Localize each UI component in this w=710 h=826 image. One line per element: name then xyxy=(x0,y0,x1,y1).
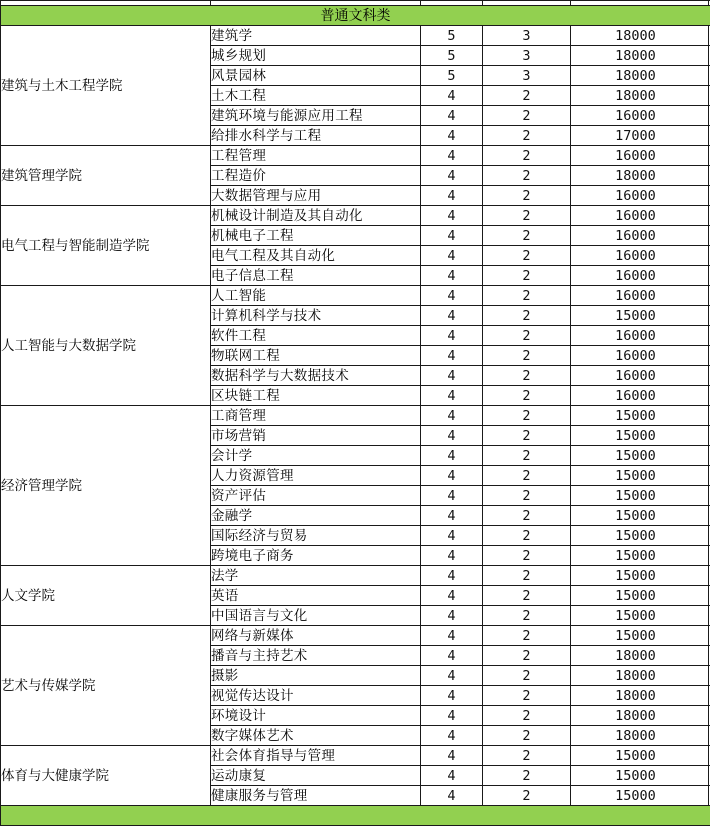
fee-cell[interactable]: 16000 xyxy=(571,386,709,406)
major-name-cell[interactable]: 电子信息工程 xyxy=(211,266,421,286)
fee-cell[interactable]: 15000 xyxy=(571,486,709,506)
years-cell[interactable]: 4 xyxy=(421,426,483,446)
credits-cell[interactable]: 2 xyxy=(483,326,571,346)
major-name-cell[interactable]: 人力资源管理 xyxy=(211,466,421,486)
fee-cell[interactable]: 18000 xyxy=(571,86,709,106)
fee-cell[interactable]: 16000 xyxy=(571,206,709,226)
table-row xyxy=(1,206,710,226)
credits-cell[interactable]: 2 xyxy=(483,126,571,146)
major-name-cell[interactable]: 健康服务与管理 xyxy=(211,786,421,806)
years-cell[interactable]: 4 xyxy=(421,86,483,106)
fee-cell[interactable]: 18000 xyxy=(571,706,709,726)
major-name-cell[interactable]: 软件工程 xyxy=(211,326,421,346)
credits-cell[interactable]: 2 xyxy=(483,306,571,326)
major-name-cell[interactable]: 跨境电子商务 xyxy=(211,546,421,566)
credits-cell[interactable]: 2 xyxy=(483,266,571,286)
major-name-cell[interactable]: 金融学 xyxy=(211,506,421,526)
college-name-cell[interactable]: 经济管理学院 xyxy=(1,406,211,566)
years-cell[interactable]: 4 xyxy=(421,786,483,806)
major-name-cell[interactable]: 网络与新媒体 xyxy=(211,626,421,646)
years-cell[interactable]: 4 xyxy=(421,506,483,526)
major-name-cell[interactable]: 社会体育指导与管理 xyxy=(211,746,421,766)
major-name-cell[interactable]: 建筑学 xyxy=(211,26,421,46)
fee-cell[interactable]: 15000 xyxy=(571,466,709,486)
years-cell[interactable]: 4 xyxy=(421,326,483,346)
major-name-cell[interactable]: 区块链工程 xyxy=(211,386,421,406)
credits-cell[interactable]: 2 xyxy=(483,246,571,266)
years-cell[interactable]: 5 xyxy=(421,66,483,86)
major-name-cell[interactable]: 摄影 xyxy=(211,666,421,686)
table-row xyxy=(1,746,710,766)
credits-cell[interactable]: 2 xyxy=(483,526,571,546)
years-cell[interactable]: 4 xyxy=(421,446,483,466)
credits-cell[interactable]: 2 xyxy=(483,386,571,406)
major-name-cell[interactable]: 环境设计 xyxy=(211,706,421,726)
credits-cell[interactable]: 2 xyxy=(483,546,571,566)
credits-cell[interactable]: 2 xyxy=(483,206,571,226)
credits-cell[interactable]: 2 xyxy=(483,746,571,766)
table-row xyxy=(1,286,710,306)
fee-cell[interactable]: 18000 xyxy=(571,726,709,746)
credits-cell[interactable]: 2 xyxy=(483,466,571,486)
years-cell[interactable]: 4 xyxy=(421,466,483,486)
college-name-cell[interactable]: 艺术与传媒学院 xyxy=(1,626,211,746)
years-cell[interactable]: 4 xyxy=(421,586,483,606)
years-cell[interactable]: 4 xyxy=(421,346,483,366)
major-name-cell[interactable]: 大数据管理与应用 xyxy=(211,186,421,206)
credits-cell[interactable]: 2 xyxy=(483,226,571,246)
major-name-cell[interactable]: 英语 xyxy=(211,586,421,606)
fee-cell[interactable]: 15000 xyxy=(571,506,709,526)
years-cell[interactable]: 4 xyxy=(421,186,483,206)
section-header-row xyxy=(1,6,710,26)
credits-cell[interactable]: 2 xyxy=(483,346,571,366)
college-name-cell[interactable]: 电气工程与智能制造学院 xyxy=(1,206,211,286)
college-name-cell[interactable]: 人工智能与大数据学院 xyxy=(1,286,211,406)
fee-cell[interactable]: 15000 xyxy=(571,446,709,466)
credits-cell[interactable]: 3 xyxy=(483,46,571,66)
fee-cell[interactable]: 16000 xyxy=(571,366,709,386)
credits-cell[interactable]: 2 xyxy=(483,686,571,706)
credits-cell[interactable]: 2 xyxy=(483,146,571,166)
fee-cell[interactable]: 18000 xyxy=(571,686,709,706)
major-name-cell[interactable]: 法学 xyxy=(211,566,421,586)
credits-cell[interactable]: 2 xyxy=(483,166,571,186)
credits-cell[interactable]: 2 xyxy=(483,186,571,206)
years-cell[interactable]: 4 xyxy=(421,126,483,146)
major-name-cell[interactable]: 国际经济与贸易 xyxy=(211,526,421,546)
major-name-cell[interactable]: 给排水科学与工程 xyxy=(211,126,421,146)
major-name-cell[interactable]: 机械设计制造及其自动化 xyxy=(211,206,421,226)
major-name-cell[interactable]: 风景园林 xyxy=(211,66,421,86)
years-cell[interactable]: 4 xyxy=(421,146,483,166)
fee-cell[interactable]: 15000 xyxy=(571,746,709,766)
credits-cell[interactable]: 2 xyxy=(483,486,571,506)
credits-cell[interactable]: 2 xyxy=(483,666,571,686)
major-name-cell[interactable]: 计算机科学与技术 xyxy=(211,306,421,326)
fee-cell[interactable]: 18000 xyxy=(571,66,709,86)
years-cell[interactable]: 4 xyxy=(421,366,483,386)
credits-cell[interactable]: 2 xyxy=(483,366,571,386)
credits-cell[interactable]: 2 xyxy=(483,706,571,726)
fee-cell[interactable]: 18000 xyxy=(571,166,709,186)
credits-cell[interactable]: 2 xyxy=(483,106,571,126)
credits-cell[interactable]: 2 xyxy=(483,446,571,466)
fee-cell[interactable]: 16000 xyxy=(571,246,709,266)
fee-cell[interactable]: 15000 xyxy=(571,786,709,806)
table-row xyxy=(1,146,710,166)
major-name-cell[interactable]: 数据科学与大数据技术 xyxy=(211,366,421,386)
years-cell[interactable]: 4 xyxy=(421,106,483,126)
section-header-row xyxy=(1,806,710,826)
years-cell[interactable]: 4 xyxy=(421,246,483,266)
major-name-cell[interactable]: 电气工程及其自动化 xyxy=(211,246,421,266)
fee-cell[interactable]: 16000 xyxy=(571,146,709,166)
table-body xyxy=(1,1,710,826)
fee-cell[interactable]: 16000 xyxy=(571,226,709,246)
years-cell[interactable]: 4 xyxy=(421,226,483,246)
college-name-cell[interactable]: 人文学院 xyxy=(1,566,211,626)
years-cell[interactable]: 4 xyxy=(421,606,483,626)
section-header-label: 普通文科类 xyxy=(321,8,391,24)
college-name-cell[interactable]: 建筑与土木工程学院 xyxy=(1,26,211,146)
major-name-cell[interactable]: 物联网工程 xyxy=(211,346,421,366)
years-cell[interactable]: 4 xyxy=(421,286,483,306)
fee-cell[interactable]: 16000 xyxy=(571,266,709,286)
fee-cell[interactable]: 15000 xyxy=(571,566,709,586)
section-header-cell[interactable] xyxy=(1,6,710,26)
table-row xyxy=(1,406,710,426)
credits-cell[interactable]: 3 xyxy=(483,66,571,86)
table-row xyxy=(1,566,710,586)
major-name-cell[interactable]: 建筑环境与能源应用工程 xyxy=(211,106,421,126)
fee-cell[interactable]: 15000 xyxy=(571,766,709,786)
fee-cell[interactable]: 15000 xyxy=(571,546,709,566)
major-name-cell[interactable]: 会计学 xyxy=(211,446,421,466)
fee-cell[interactable]: 18000 xyxy=(571,26,709,46)
major-name-cell[interactable]: 市场营销 xyxy=(211,426,421,446)
major-name-cell[interactable]: 人工智能 xyxy=(211,286,421,306)
years-cell[interactable]: 4 xyxy=(421,406,483,426)
fee-cell[interactable]: 17000 xyxy=(571,126,709,146)
years-cell[interactable]: 4 xyxy=(421,546,483,566)
years-cell[interactable]: 4 xyxy=(421,306,483,326)
fee-cell[interactable]: 15000 xyxy=(571,526,709,546)
section-header-cell[interactable] xyxy=(1,806,710,826)
years-cell[interactable]: 4 xyxy=(421,726,483,746)
major-name-cell[interactable]: 资产评估 xyxy=(211,486,421,506)
years-cell[interactable]: 4 xyxy=(421,486,483,506)
fee-cell[interactable]: 15000 xyxy=(571,626,709,646)
credits-cell[interactable]: 2 xyxy=(483,406,571,426)
fee-cell[interactable]: 16000 xyxy=(571,106,709,126)
years-cell[interactable]: 5 xyxy=(421,26,483,46)
years-cell[interactable]: 4 xyxy=(421,666,483,686)
major-name-cell[interactable]: 机械电子工程 xyxy=(211,226,421,246)
years-cell[interactable]: 4 xyxy=(421,626,483,646)
credits-cell[interactable]: 2 xyxy=(483,626,571,646)
years-cell[interactable]: 4 xyxy=(421,646,483,666)
credits-cell[interactable]: 2 xyxy=(483,766,571,786)
years-cell[interactable]: 4 xyxy=(421,386,483,406)
major-name-cell[interactable]: 工程造价 xyxy=(211,166,421,186)
years-cell[interactable]: 4 xyxy=(421,766,483,786)
table-row xyxy=(1,626,710,646)
credits-cell[interactable]: 2 xyxy=(483,646,571,666)
fee-cell[interactable]: 16000 xyxy=(571,286,709,306)
fee-cell[interactable]: 15000 xyxy=(571,606,709,626)
credits-cell[interactable]: 2 xyxy=(483,606,571,626)
credits-cell[interactable]: 2 xyxy=(483,726,571,746)
credits-cell[interactable]: 2 xyxy=(483,286,571,306)
years-cell[interactable]: 4 xyxy=(421,266,483,286)
credits-cell[interactable]: 2 xyxy=(483,566,571,586)
years-cell[interactable]: 4 xyxy=(421,526,483,546)
major-name-cell[interactable]: 播音与主持艺术 xyxy=(211,646,421,666)
fee-cell[interactable]: 16000 xyxy=(571,186,709,206)
fee-cell[interactable]: 16000 xyxy=(571,346,709,366)
credits-cell[interactable]: 3 xyxy=(483,26,571,46)
fee-cell[interactable]: 18000 xyxy=(571,46,709,66)
fee-cell[interactable]: 16000 xyxy=(571,326,709,346)
major-name-cell[interactable]: 数字媒体艺术 xyxy=(211,726,421,746)
fee-cell[interactable]: 15000 xyxy=(571,586,709,606)
table-row xyxy=(1,26,710,46)
major-name-cell[interactable]: 城乡规划 xyxy=(211,46,421,66)
fee-cell[interactable]: 15000 xyxy=(571,426,709,446)
fee-cell[interactable]: 15000 xyxy=(571,306,709,326)
major-name-cell[interactable]: 工程管理 xyxy=(211,146,421,166)
credits-cell[interactable]: 2 xyxy=(483,786,571,806)
years-cell[interactable]: 4 xyxy=(421,166,483,186)
years-cell[interactable]: 4 xyxy=(421,746,483,766)
fee-cell[interactable]: 15000 xyxy=(571,406,709,426)
college-name-cell[interactable]: 建筑管理学院 xyxy=(1,146,211,206)
years-cell[interactable]: 4 xyxy=(421,206,483,226)
years-cell[interactable]: 4 xyxy=(421,706,483,726)
credits-cell[interactable]: 2 xyxy=(483,86,571,106)
credits-cell[interactable]: 2 xyxy=(483,426,571,446)
years-cell[interactable]: 4 xyxy=(421,686,483,706)
major-name-cell[interactable]: 中国语言与文化 xyxy=(211,606,421,626)
fee-cell[interactable]: 18000 xyxy=(571,666,709,686)
fee-cell[interactable]: 18000 xyxy=(571,646,709,666)
years-cell[interactable]: 5 xyxy=(421,46,483,66)
major-name-cell[interactable]: 运动康复 xyxy=(211,766,421,786)
credits-cell[interactable]: 2 xyxy=(483,586,571,606)
major-name-cell[interactable]: 视觉传达设计 xyxy=(211,686,421,706)
college-name-cell[interactable]: 体育与大健康学院 xyxy=(1,746,211,806)
major-name-cell[interactable]: 工商管理 xyxy=(211,406,421,426)
major-name-cell[interactable]: 土木工程 xyxy=(211,86,421,106)
credits-cell[interactable]: 2 xyxy=(483,506,571,526)
years-cell[interactable]: 4 xyxy=(421,566,483,586)
